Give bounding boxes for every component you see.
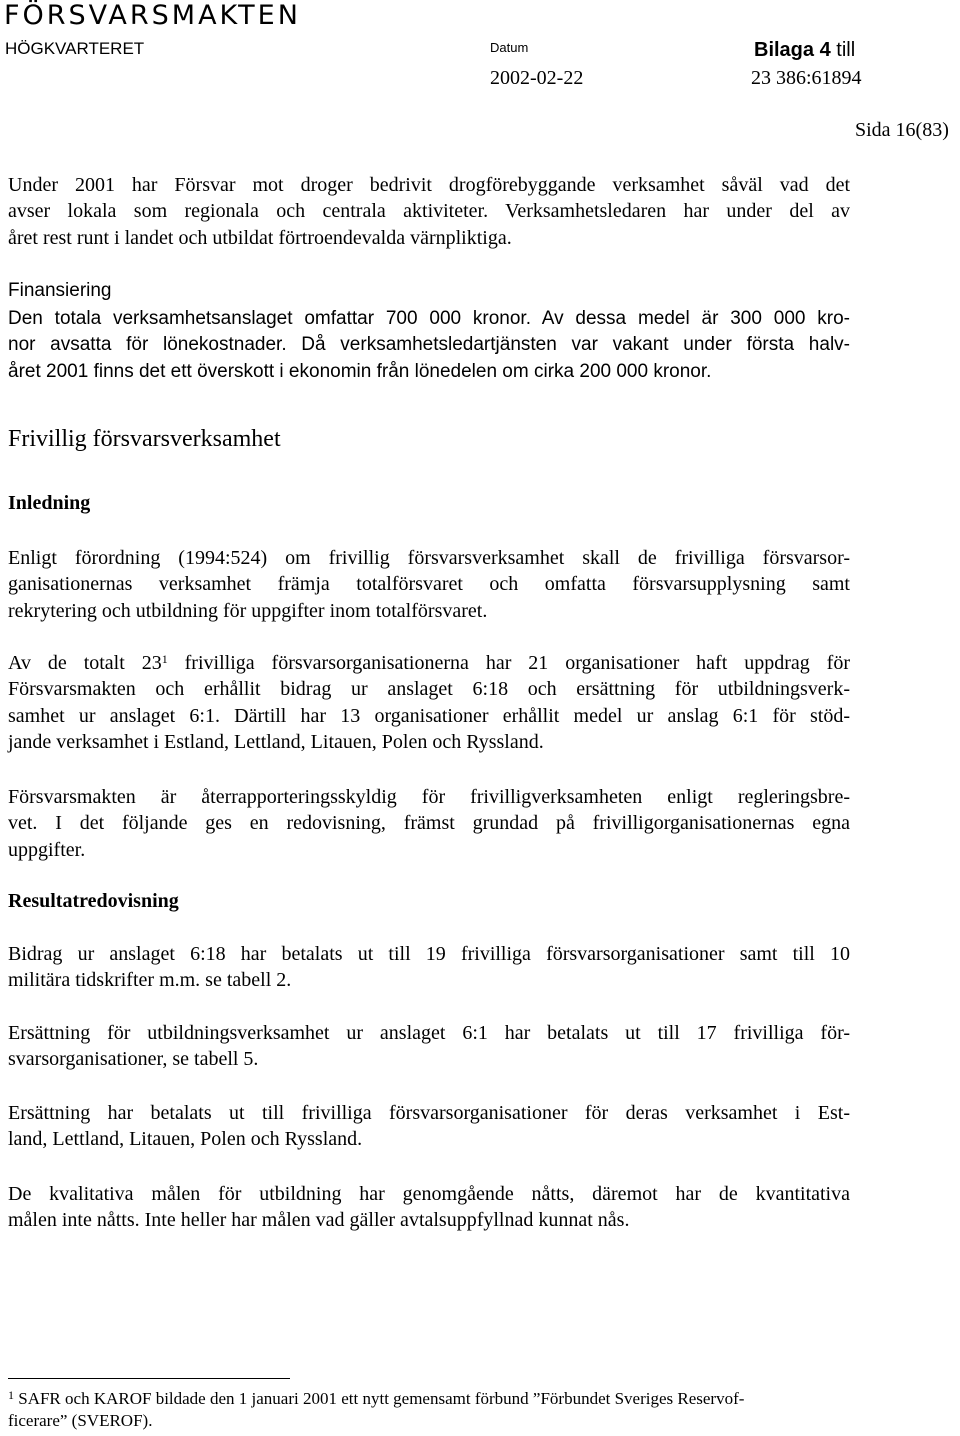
- footnote-text: SAFR och KAROF bildade den 1 januari 2001 ett nytt gemensamt förbund ”Förbundet Sveriges Reservof-: [14, 1389, 745, 1408]
- text-line: Enligt förordning (1994:524) om frivillig försvarsverksamhet skall de frivilliga försvarsor-: [8, 547, 850, 569]
- intro-heading: Inledning: [8, 492, 91, 514]
- paragraph-3: [8, 784, 850, 863]
- page-number: Sida 16(83): [855, 119, 949, 141]
- text-line: Bidrag ur anslaget 6:18 har betalats ut till 19 frivilliga försvarsorganisationer samt till 10: [8, 943, 850, 965]
- text-line: militära tidskrifter m.m. se tabell 2.: [8, 969, 292, 992]
- results-paragraph-4: [8, 1181, 850, 1234]
- results-paragraph-2: [8, 1020, 850, 1073]
- text-line: uppgifter.: [8, 838, 86, 861]
- footnote-line: [8, 1388, 850, 1410]
- attachment-till: till: [830, 39, 856, 61]
- text-line: Under 2001 har Försvar mot droger bedrivit drogförebyggande verksamhet såväl vad det: [8, 174, 850, 196]
- text-fragment: frivilliga försvarsorganisationerna har 21 organisationer haft uppdrag för: [167, 652, 850, 674]
- text-line: [8, 650, 850, 676]
- document-date: 2002-02-22: [490, 67, 584, 89]
- text-line: nor avsatta för lönekostnader. Då verksamhetsledartjänsten var vakant under första halv-: [8, 334, 850, 356]
- text-line: De kvalitativa målen för utbildning har genomgående nåtts, däremot har de kvantitativa: [8, 1183, 850, 1205]
- footnote-line: ficerare” (SVEROF).: [8, 1411, 153, 1430]
- results-paragraph-3: [8, 1100, 850, 1153]
- reference-number: 23 386:61894: [751, 67, 862, 89]
- text-line: samhet ur anslaget 6:1. Därtill har 13 organisationer erhållit medel ur anslag 6:1 för stöd-: [8, 704, 850, 727]
- text-line: Ersättning har betalats ut till frivilliga försvarsorganisationer för deras verksamhet i Est-: [8, 1102, 850, 1124]
- footnote-reference: 1: [161, 652, 168, 666]
- text-line: ganisationernas verksamhet främja totalförsvaret och omfatta försvarsupplysning samt: [8, 573, 850, 596]
- text-line: avser lokala som regionala och centrala aktiviteter. Verksamhetsledaren har under del av: [8, 200, 850, 223]
- text-line: land, Lettland, Litauen, Polen och Ryssland.: [8, 1128, 363, 1151]
- date-label: Datum: [490, 40, 529, 55]
- footnote-marker: 1: [8, 1388, 14, 1402]
- text-line: jande verksamhet i Estland, Lettland, Litauen, Polen och Ryssland.: [8, 730, 544, 753]
- text-line: året 2001 finns det ett överskott i ekonomin från lönedelen om cirka 200 000 kronor.: [8, 360, 712, 382]
- text-line: året rest runt i landet och utbildat förtroendevalda värnpliktiga.: [8, 226, 512, 249]
- section-title: Frivillig försvarsverksamhet: [8, 426, 281, 452]
- paragraph-2: [8, 650, 850, 755]
- results-paragraph-1: [8, 941, 850, 994]
- text-line: svarsorganisationer, se tabell 5.: [8, 1048, 259, 1071]
- text-line: Försvarsmakten och erhållit bidrag ur anslaget 6:18 och ersättning för utbildningsverk-: [8, 678, 850, 701]
- text-line: Den totala verksamhetsanslaget omfattar 700 000 kronor. Av dessa medel är 300 000 kro-: [8, 308, 850, 329]
- attachment-number: Bilaga 4: [754, 39, 831, 61]
- results-heading: Resultatredovisning: [8, 890, 179, 912]
- financing-heading: Finansiering: [8, 280, 112, 301]
- text-line: Ersättning för utbildningsverksamhet ur anslaget 6:1 har betalats ut till 17 frivilliga för-: [8, 1022, 850, 1044]
- text-line: vet. I det följande ges en redovisning, främst grundad på frivilligorganisationernas egna: [8, 812, 850, 835]
- financing-paragraph: [8, 306, 850, 385]
- text-fragment: Av de totalt 23: [8, 652, 162, 674]
- org-logo-text: FÖRSVARSMAKTEN: [4, 0, 301, 31]
- footnote-divider: [8, 1378, 290, 1379]
- attachment-label: [754, 38, 855, 62]
- text-line: Försvarsmakten är återrapporteringsskyldig för frivilligverksamheten enligt regleringsbre-: [8, 786, 850, 808]
- text-line: målen inte nåtts. Inte heller har målen vad gäller avtalsuppfyllnad kunnat nås.: [8, 1209, 630, 1232]
- footnote: [8, 1388, 850, 1432]
- text-line: rekrytering och utbildning för uppgifter inom totalförsvaret.: [8, 599, 488, 622]
- paragraph-1: [8, 545, 850, 624]
- unit-name: HÖGKVARTERET: [5, 39, 145, 58]
- intro-paragraph: [8, 172, 850, 251]
